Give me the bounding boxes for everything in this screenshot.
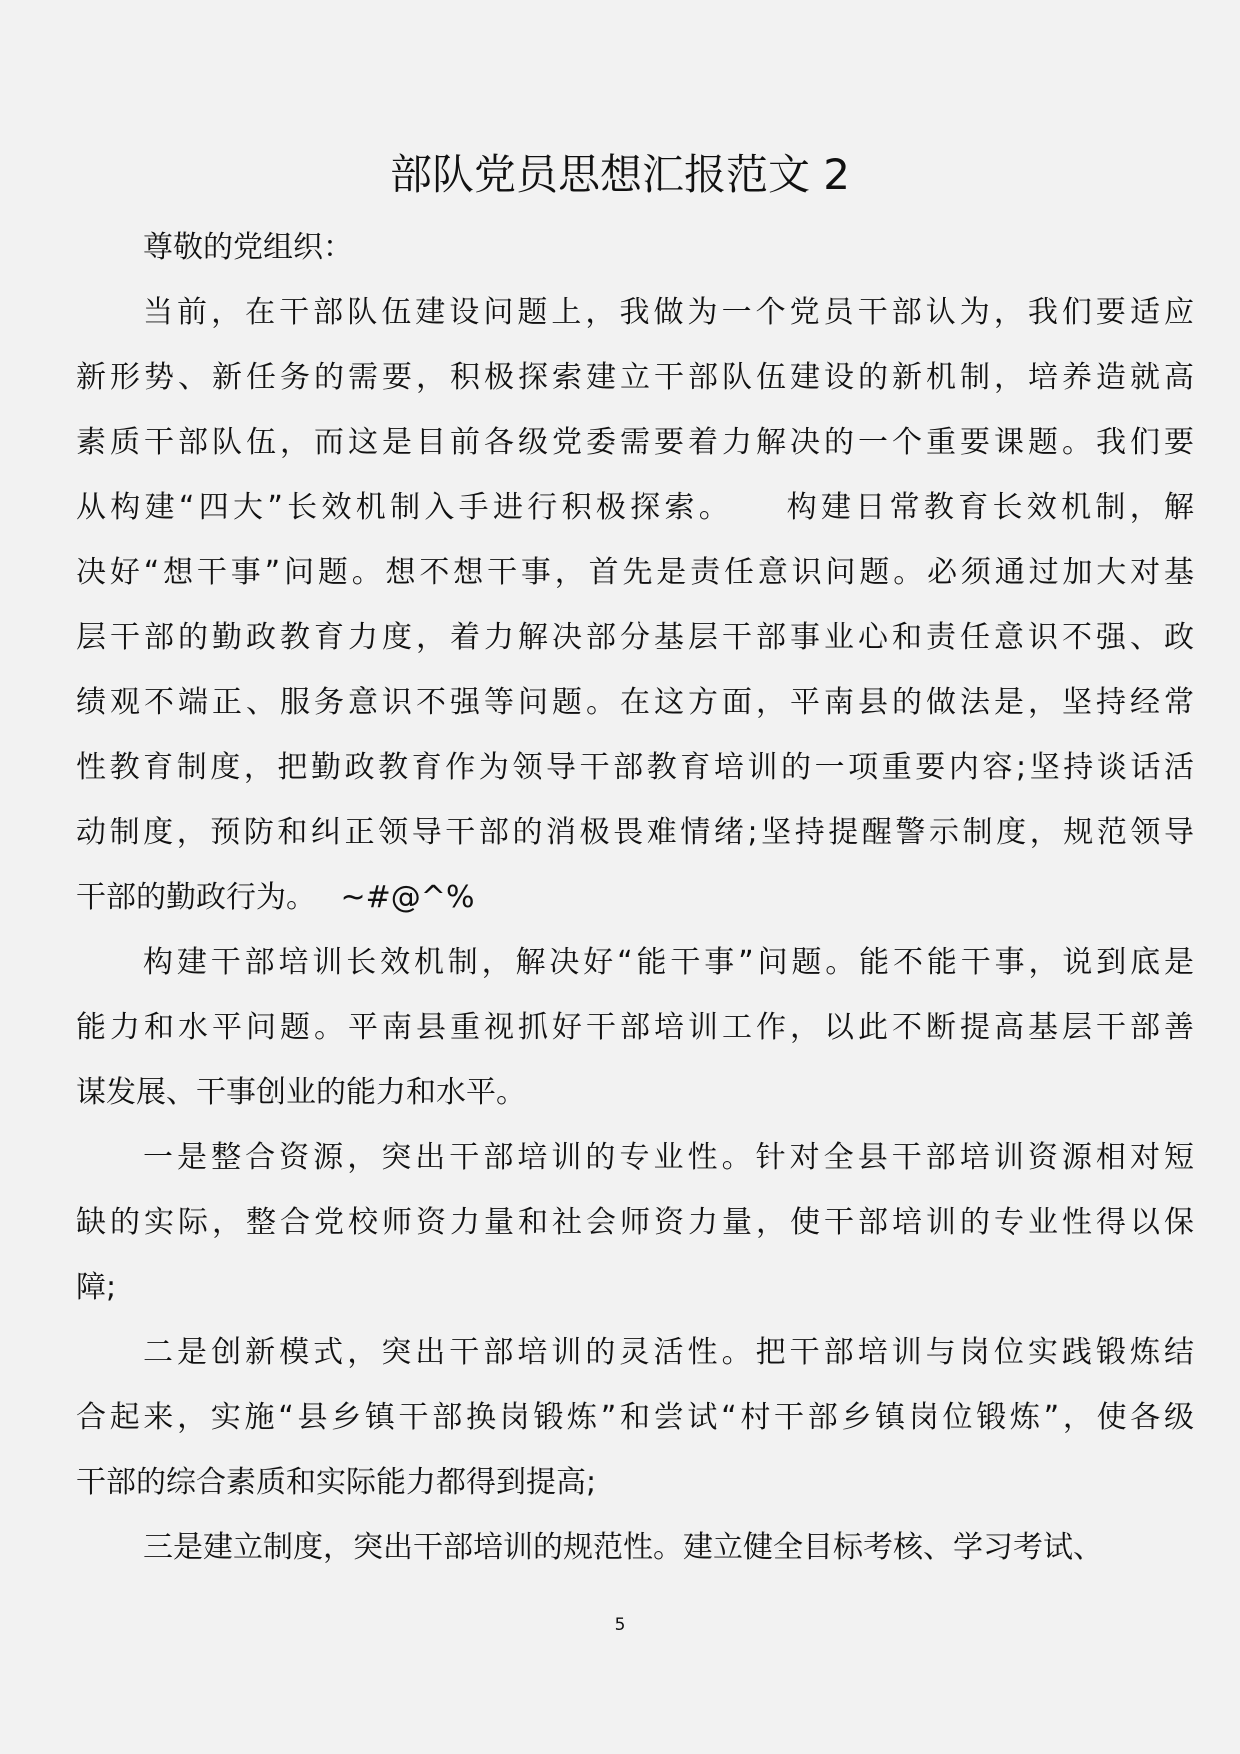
- paragraph-line: 性教育制度，把勤政教育作为领导干部教育培训的一项重要内容;坚持谈话活: [76, 750, 1194, 785]
- paragraph-line: 当前，在干部队伍建设问题上，我做为一个党员干部认为，我们要适应: [143, 295, 1194, 330]
- paragraph-line: 层干部的勤政教育力度，着力解决部分基层干部事业心和责任意识不强、政: [76, 620, 1194, 655]
- paragraph: [76, 280, 1194, 930]
- paragraph-line: 新形势、新任务的需要，积极探索建立干部队伍建设的新机制，培养造就高: [76, 360, 1194, 395]
- paragraph-line: 一是整合资源，突出干部培训的专业性。针对全县干部培训资源相对短: [143, 1140, 1194, 1175]
- paragraph-line: 障;: [76, 1270, 117, 1305]
- paragraph-line: 能力和水平问题。平南县重视抓好干部培训工作，以此不断提高基层干部善: [76, 1010, 1194, 1045]
- paragraph-line: 从构建“四大”长效机制入手进行积极探索。 构建日常教育长效机制，解: [76, 490, 1194, 525]
- paragraph-line: 构建干部培训长效机制，解决好“能干事”问题。能不能干事，说到底是: [143, 945, 1194, 980]
- paragraph: [76, 1125, 1194, 1320]
- paragraph: [76, 1320, 1194, 1515]
- paragraph-line: 素质干部队伍，而这是目前各级党委需要着力解决的一个重要课题。我们要: [76, 425, 1194, 460]
- paragraph-line: 三是建立制度，突出干部培训的规范性。建立健全目标考核、学习考试、: [143, 1530, 1103, 1565]
- paragraph-line: 干部的综合素质和实际能力都得到提高;: [76, 1465, 597, 1500]
- paragraph-line: 决好“想干事”问题。想不想干事，首先是责任意识问题。必须通过加大对基: [76, 555, 1194, 590]
- page-number: 5: [614, 1615, 626, 1635]
- paragraph: [76, 930, 1194, 1125]
- paragraph-line: 绩观不端正、服务意识不强等问题。在这方面，平南县的做法是，坚持经常: [76, 685, 1194, 720]
- paragraph-line: 干部的勤政行为。 ~#@^%: [76, 880, 475, 915]
- document-body: [76, 215, 1194, 1580]
- document-title: 部队党员思想汇报范文 2: [389, 150, 851, 199]
- paragraph-line: 合起来，实施“县乡镇干部换岗锻炼”和尝试“村干部乡镇岗位锻炼”，使各级: [76, 1400, 1194, 1435]
- paragraph-line: 二是创新模式，突出干部培训的灵活性。把干部培训与岗位实践锻炼结: [143, 1335, 1194, 1370]
- salutation: 尊敬的党组织：: [143, 230, 353, 265]
- paragraph-line: 动制度，预防和纠正领导干部的消极畏难情绪;坚持提醒警示制度，规范领导: [76, 815, 1194, 850]
- paragraph-line: 缺的实际，整合党校师资力量和社会师资力量，使干部培训的专业性得以保: [76, 1205, 1194, 1240]
- paragraph: [76, 1515, 1194, 1580]
- paragraph-line: 谋发展、干事创业的能力和水平。: [76, 1075, 526, 1110]
